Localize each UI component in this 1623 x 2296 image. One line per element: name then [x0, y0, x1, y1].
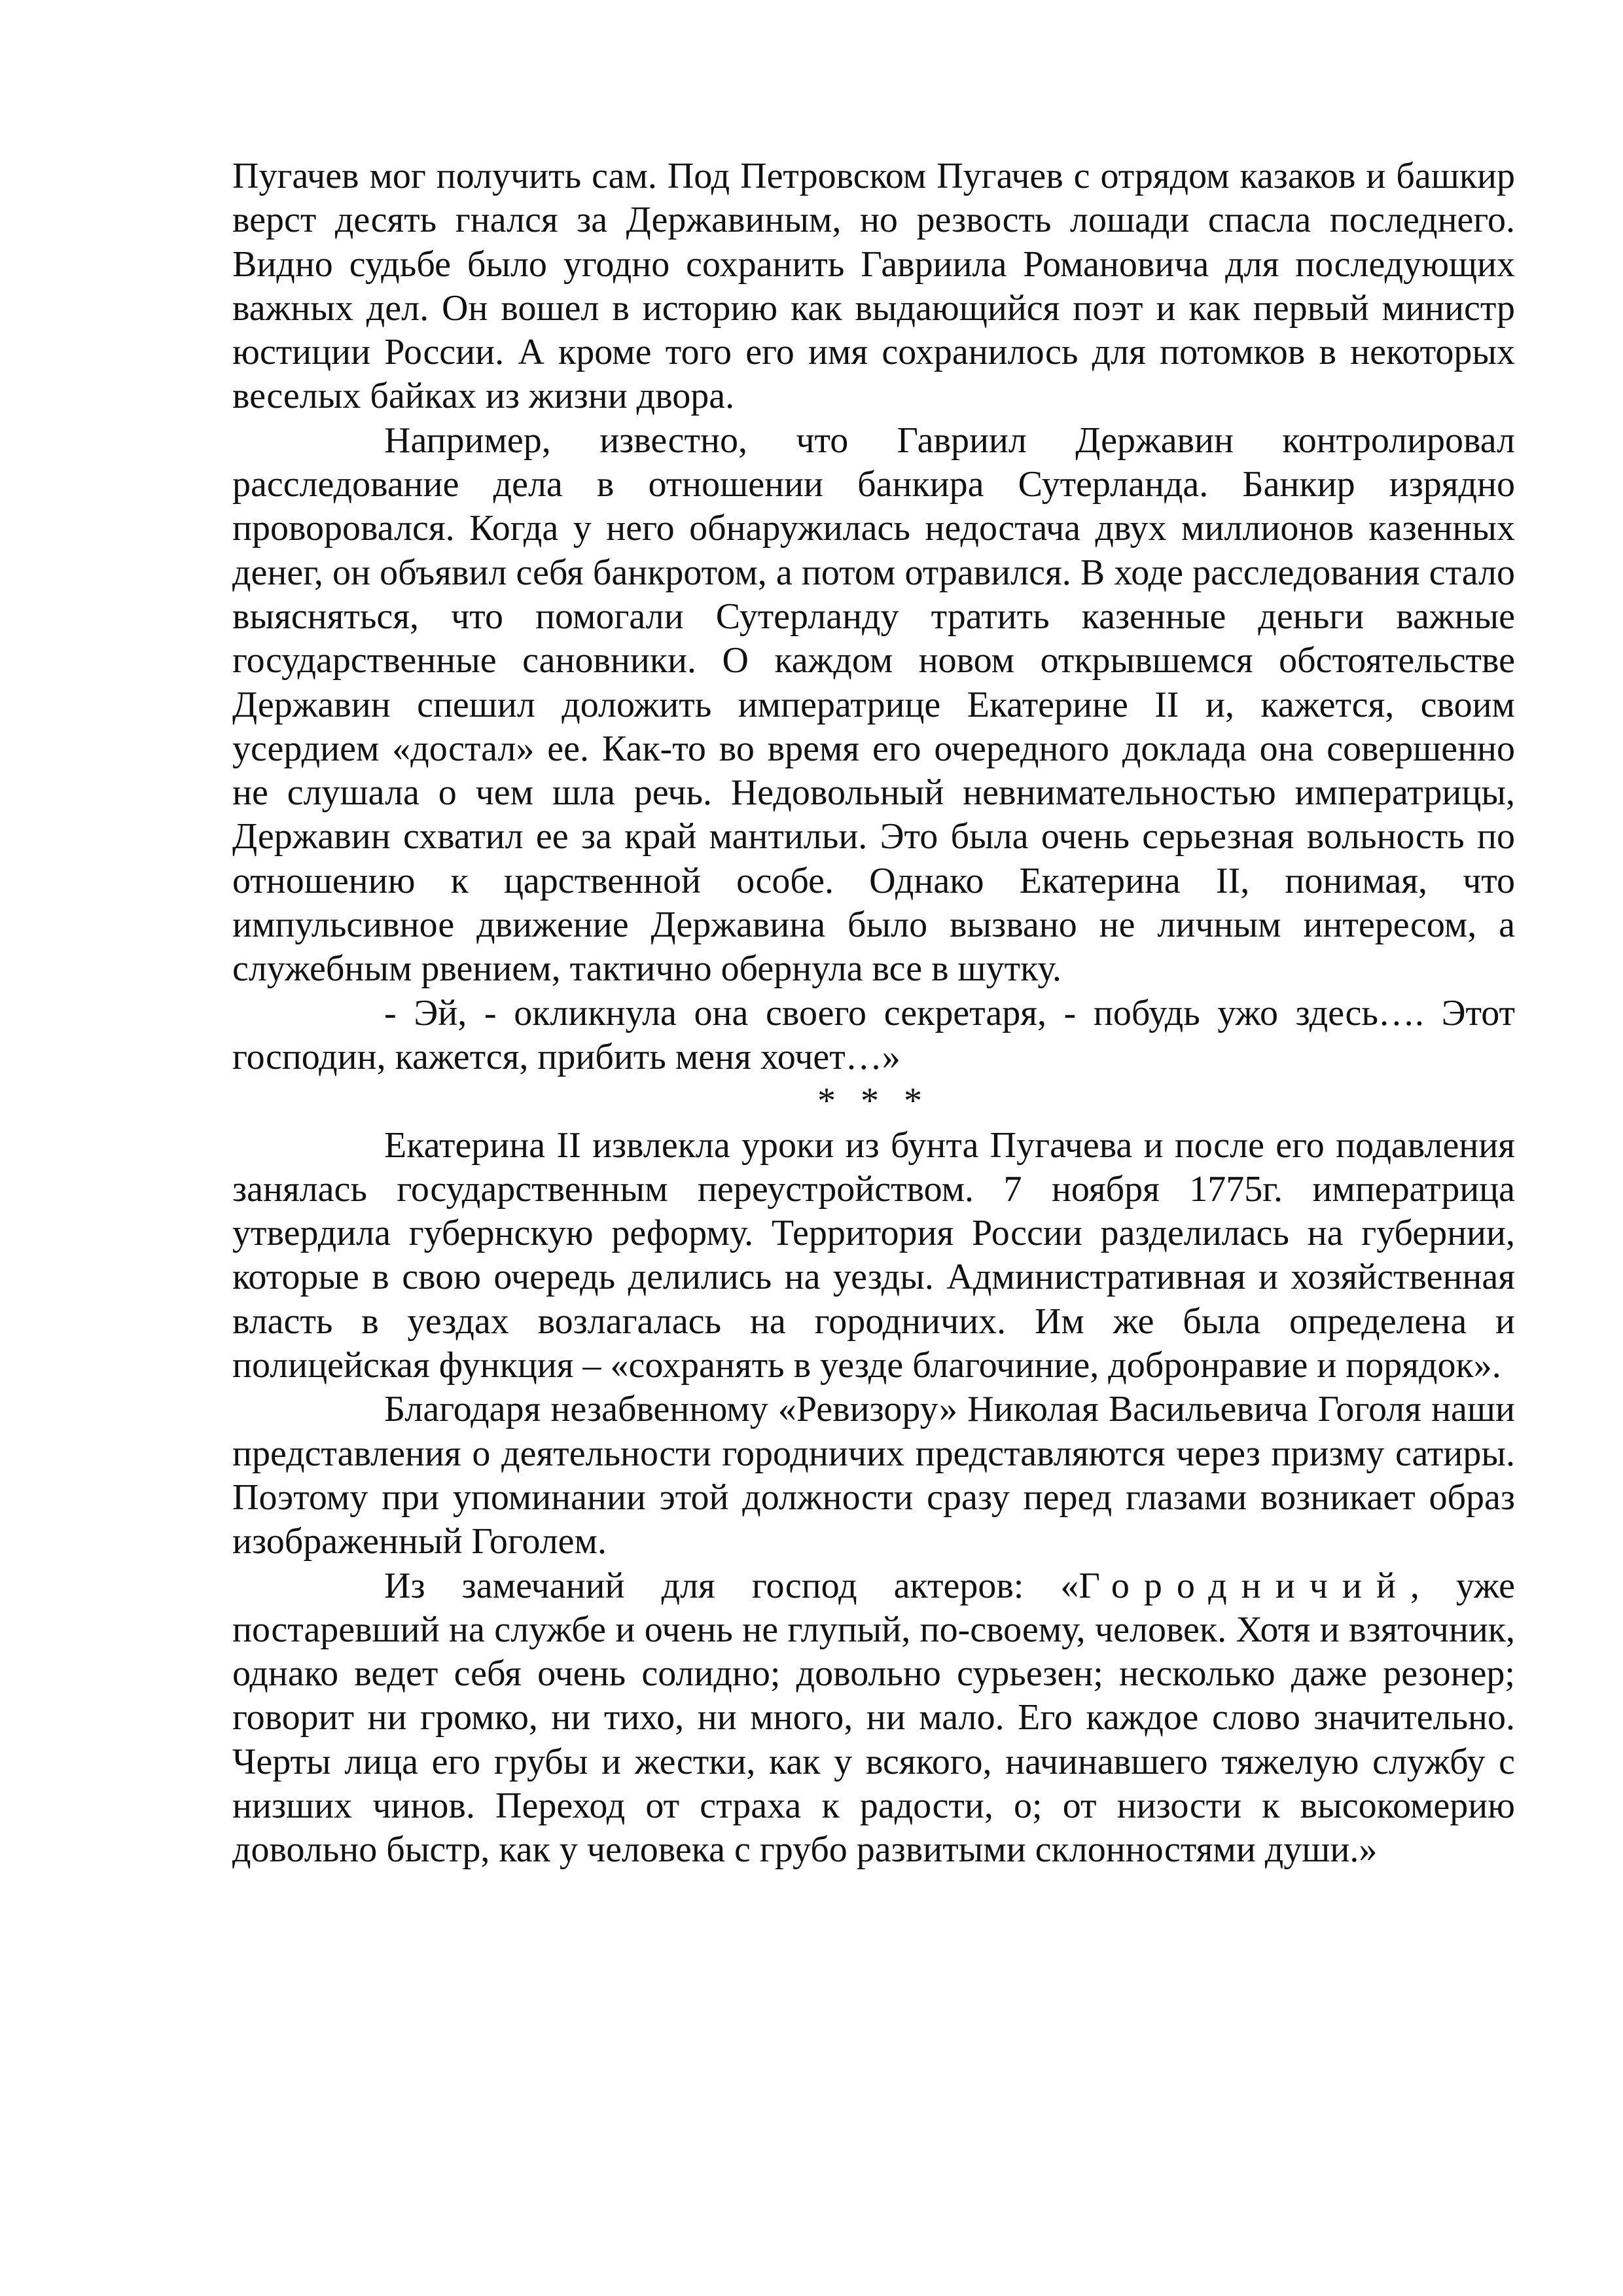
paragraph-pugachev-chase: Пугачев мог получить сам. Под Петровском Пугачев с отрядом казаков и башкир верст десять гнался за Державиным, но резвость лошади спасла последнего. Видно судьбе было угодно сохранить Гавриила Романовича для последующих важных дел. Он вошел в историю как выдающийся поэт и как первый министр юстиции России. А кроме того его имя сохранилось для потомков в некоторых веселых байках из жизни двора.: [232, 156, 1515, 417]
paragraph-actor-notes: [232, 1564, 1515, 1873]
spaced-word-gorodnichy: Городничий: [1079, 1565, 1410, 1606]
section-separator: * * *: [817, 1081, 930, 1122]
paragraph-derzhavin-sutherland: Например, известно, что Гавриил Державин контролировал расследование дела в отношении банкира Сутерланда. Банкир изрядно проворовался. Когда у него обнаружилась недостача двух миллионов казенных денег, он объявил себя банкротом, а потом отравился. В ходе расследования стало выясняться, что помогали Сутерланду тратить казенные деньги важные государственные сановники. О каждом новом открывшемся обстоятельстве Державин спешил доложить императрице Екатерине II и, кажется, своим усердием «достал» ее. Как-то во время его очередного доклада она совершенно не слушала о чем шла речь. Недовольный невнимательностью императрицы, Державин схватил ее за край мантильи. Это была очень серьезная вольность по отношению к царственной особе. Однако Екатерина II, понимая, что импульсивное движение Державина было вызвано не личным интересом, а служебным рвением, тактично обернула все в шутку.: [232, 420, 1515, 990]
paragraph-catherine-quote: - Эй, - окликнула она своего секретаря, - побудь ужо здесь…. Этот господин, кажется, прибить меня хочет…»: [232, 992, 1515, 1077]
actor-notes-body: , уже постаревший на службе и очень не глупый, по-своему, человек. Хотя и взяточник, однако ведет себя очень солидно; довольно сурьезен; несколько даже резонер; говорит ни громко, ни тихо, ни много, ни мало. Его каждое слово значительно. Черты лица его грубы и жестки, как у всякого, начинавшего тяжелую службу с низших чинов. Переход от страха к радости, о; от низости к высокомерию довольно быстр, как у человека с грубо развитыми склонностями души.»: [232, 1565, 1515, 1871]
paragraph-gubernia-reform: Екатерина II извлекла уроки из бунта Пугачева и после его подавления занялась государственным переустройством. 7 ноября 1775г. императрица утвердила губернскую реформу. Территория России разделилась на губернии, которые в свою очередь делились на уезды. Административная и хозяйственная власть в уездах возлагалась на городничих. Им же была определена и полицейская функция – «сохранять в уезде благочиние, добронравие и порядок».: [232, 1124, 1515, 1386]
paragraph-revizor: Благодаря незабвенному «Ревизору» Николая Васильевича Гоголя наши представления о деятельности городничих представляются через призму сатиры. Поэтому при упоминании этой должности сразу перед глазами возникает образ изображенный Гоголем.: [232, 1389, 1515, 1562]
document-body: [232, 154, 1515, 1873]
actor-notes-intro: Из замечаний для господ актеров: «: [384, 1565, 1079, 1606]
